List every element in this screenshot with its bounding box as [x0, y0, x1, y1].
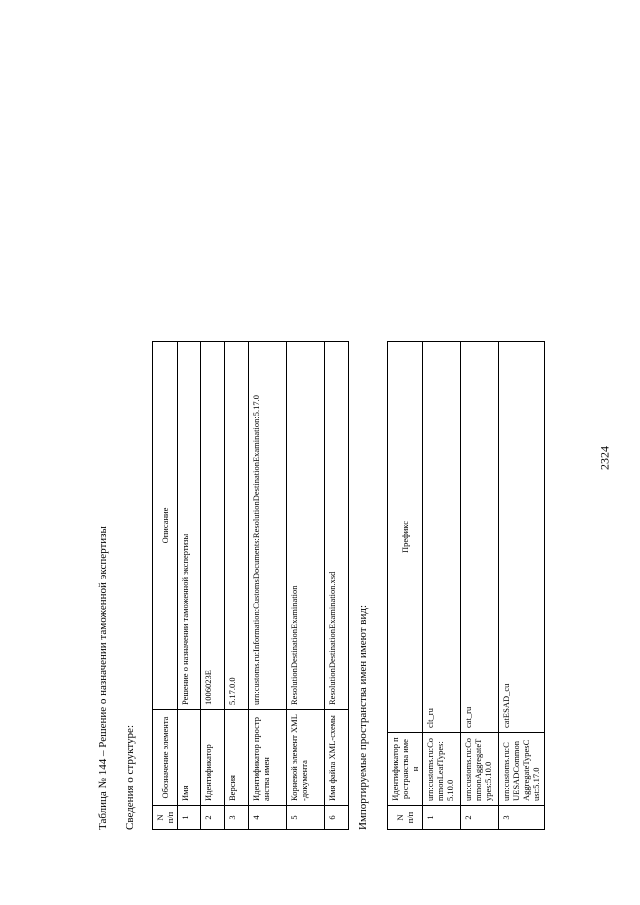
cell-element: Версия — [225, 710, 249, 806]
cell-num: 5 — [287, 806, 325, 830]
namespaces-table — [387, 341, 545, 830]
cell-namespace: urn:customs.ru:CUESADCommonAggregateTypesCust:5.17.0 — [499, 733, 545, 806]
cell-num: 2 — [461, 806, 499, 830]
rotated-content — [95, 335, 550, 830]
table-row — [499, 342, 545, 830]
cell-namespace: urn:customs.ru:CommonLeafTypes:5.10.0 — [423, 733, 461, 806]
cell-prefix: clt_ru — [423, 342, 461, 733]
cell-description: Решение о назначении таможенной экспертизы — [178, 342, 201, 710]
table-row — [201, 342, 225, 830]
header-prefix: Префикс — [388, 342, 423, 733]
table-row — [287, 342, 325, 830]
table-row — [225, 342, 249, 830]
cell-num: 1 — [423, 806, 461, 830]
cell-num: 3 — [225, 806, 249, 830]
cell-description: ResolutionDestinationExamination.xsd — [325, 342, 349, 710]
cell-num: 3 — [499, 806, 545, 830]
table-header-row — [388, 342, 423, 830]
table-caption: Таблица № 144 – Решение о назначении таможенной экспертизы — [97, 526, 109, 830]
header-num: N п/п — [153, 806, 178, 830]
cell-num: 2 — [201, 806, 225, 830]
cell-prefix: catESAD_cu — [499, 342, 545, 733]
cell-description: urn:customs.ru:Information:CustomsDocuments:ResolutionDestinationExamination:5.17.0 — [249, 342, 287, 710]
table-row — [178, 342, 201, 830]
cell-element: Корневой элемент XML-документа — [287, 710, 325, 806]
page-number: 2324 — [597, 446, 612, 470]
cell-namespace: urn:customs.ru:CommonAggregateTypes:5.10.0 — [461, 733, 499, 806]
cell-description: ResolutionDestinationExamination — [287, 342, 325, 710]
cell-num: 6 — [325, 806, 349, 830]
structure-heading: Сведения о структуре: — [124, 725, 136, 830]
cell-prefix: cat_ru — [461, 342, 499, 733]
header-namespace: Идентификатор пространства имен — [388, 733, 423, 806]
table-row — [325, 342, 349, 830]
header-element: Обозначение элемента — [153, 710, 178, 806]
table-row — [461, 342, 499, 830]
table-row — [423, 342, 461, 830]
cell-num: 4 — [249, 806, 287, 830]
header-description: Описание — [153, 342, 178, 710]
header-num: N п/п — [388, 806, 423, 830]
cell-element: Идентификатор — [201, 710, 225, 806]
table-row — [249, 342, 287, 830]
cell-description: 5.17.0.0 — [225, 342, 249, 710]
table-header-row — [153, 342, 178, 830]
cell-description: 1006023E — [201, 342, 225, 710]
namespaces-heading: Импортируемые пространства имен имеют вид: — [357, 604, 369, 830]
cell-element: Имя — [178, 710, 201, 806]
structure-table — [152, 341, 349, 830]
cell-num: 1 — [178, 806, 201, 830]
cell-element: Имя файла XML-схемы — [325, 710, 349, 806]
cell-element: Идентификатор пространства имен — [249, 710, 287, 806]
